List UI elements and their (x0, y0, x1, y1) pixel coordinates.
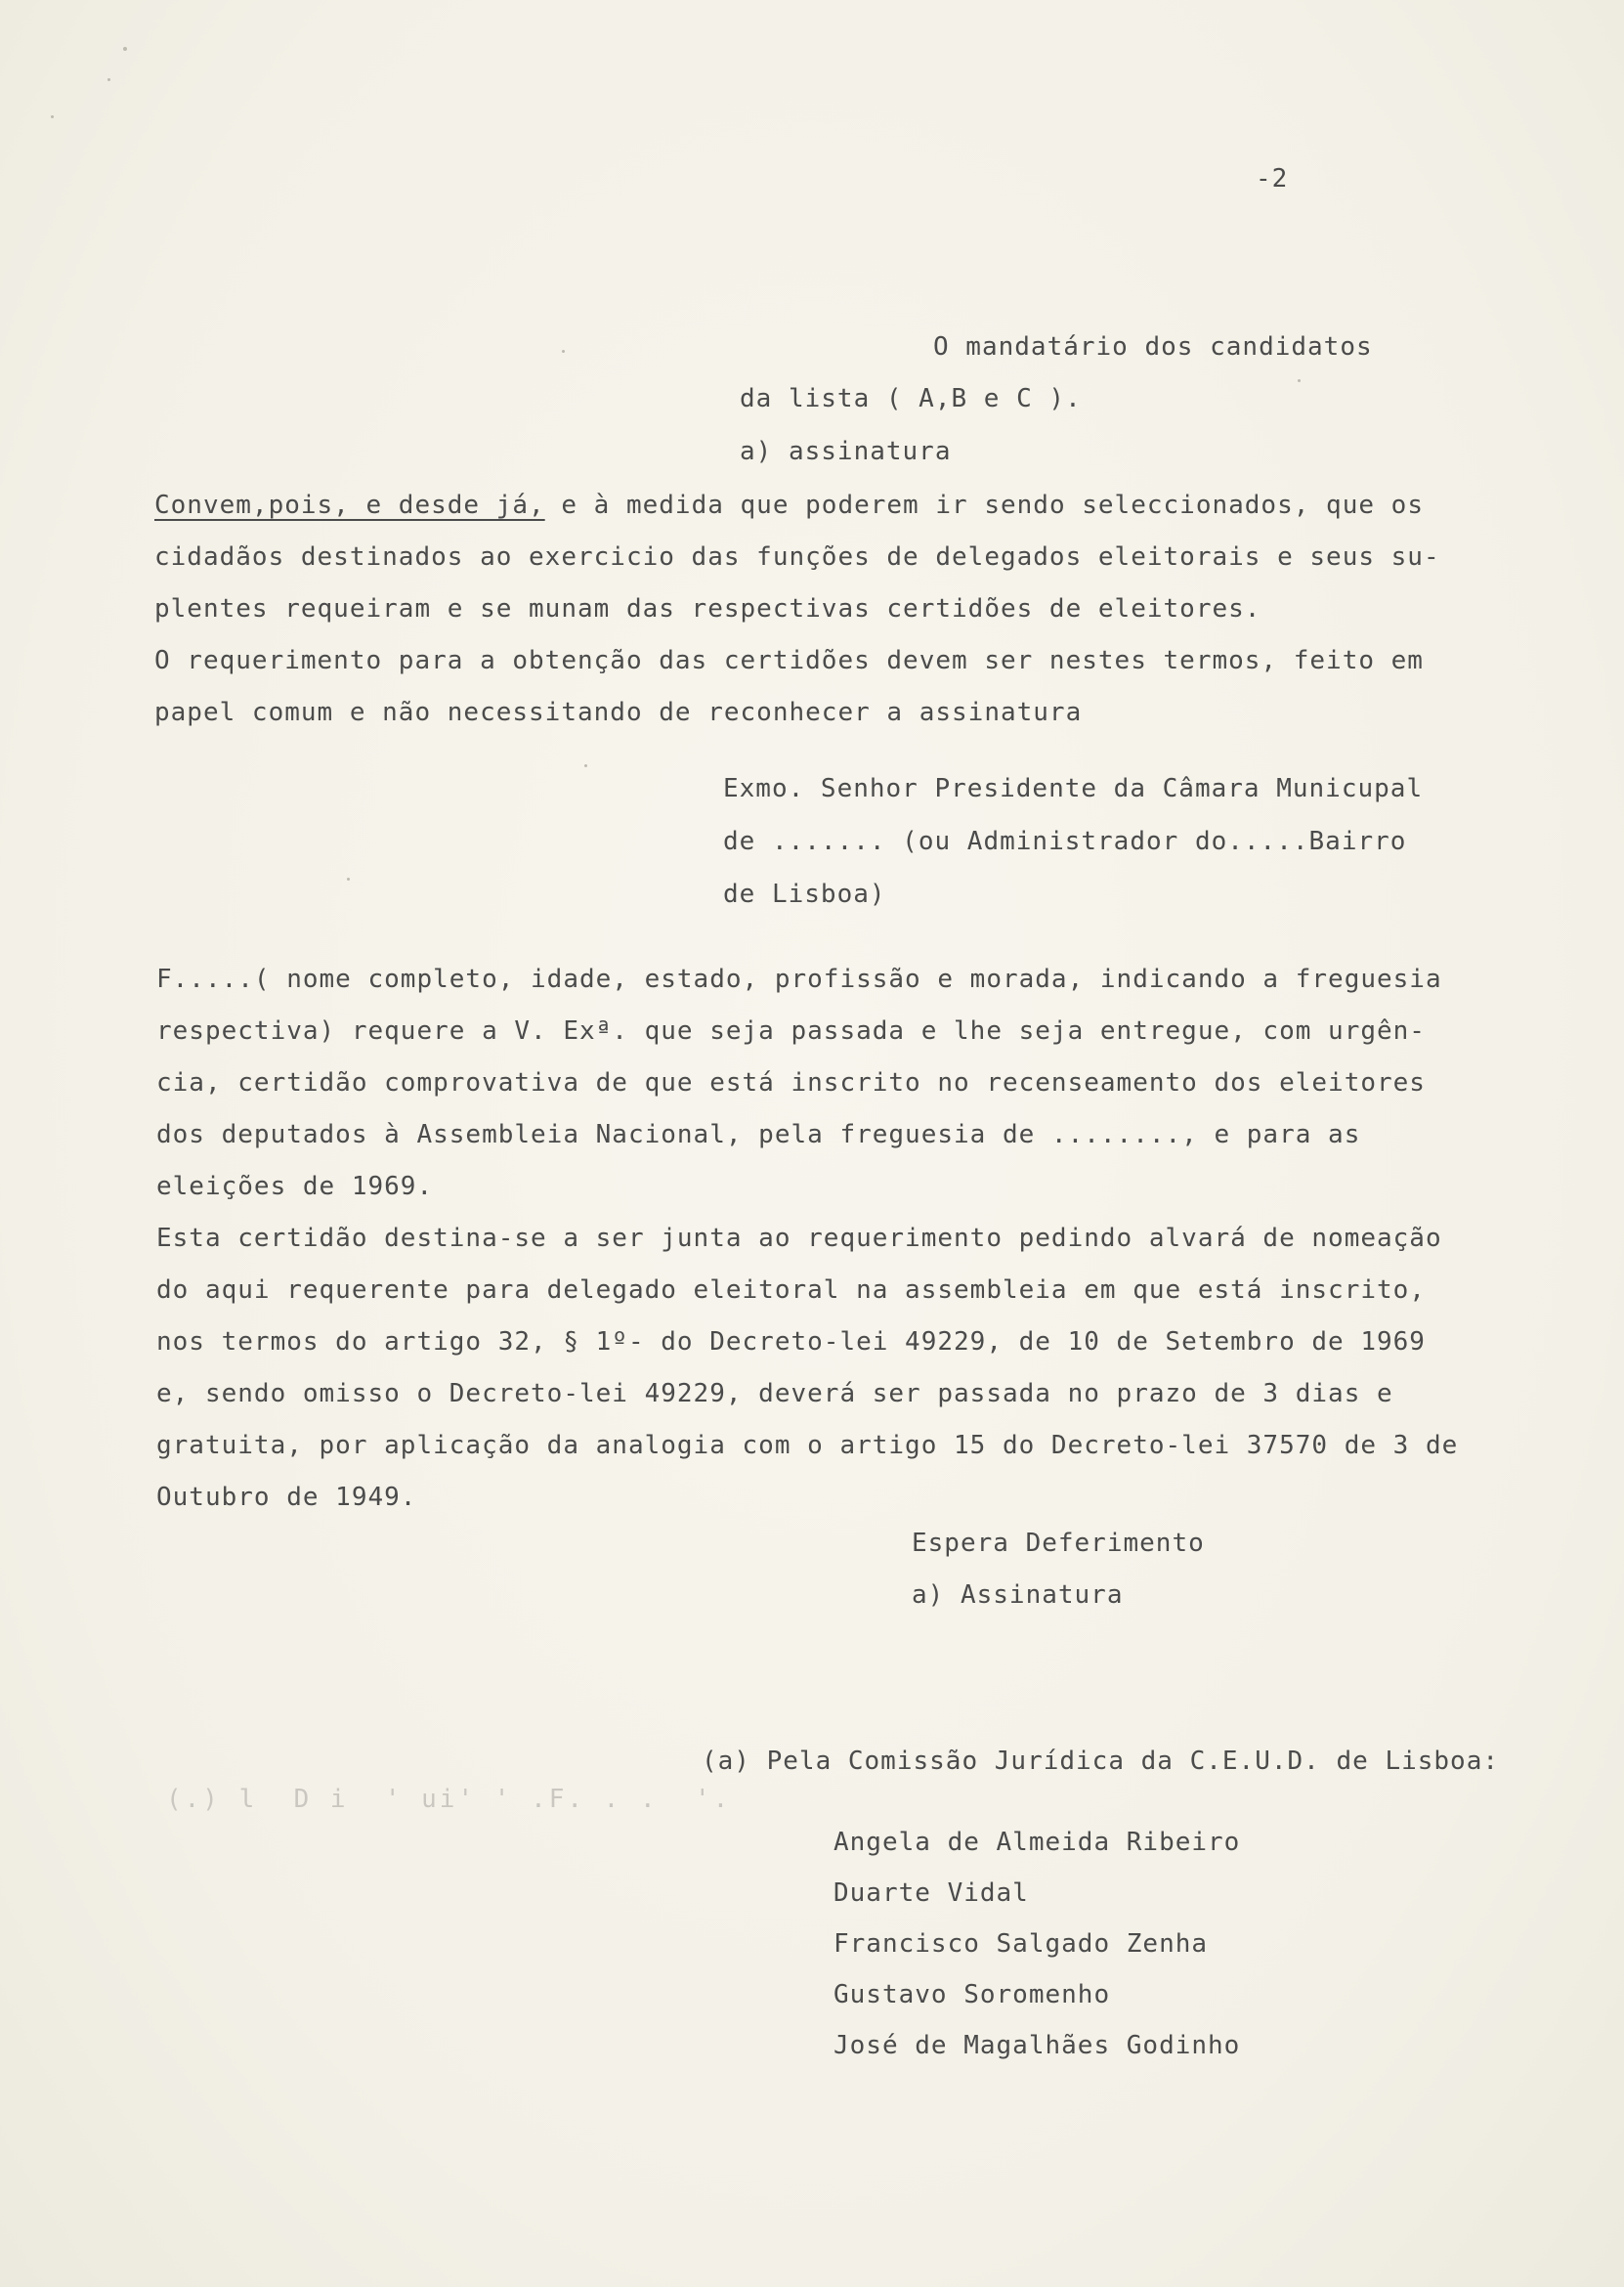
page-number: -2 (1256, 164, 1289, 194)
intro-emphasis: Convem,pois, e desde já, (154, 491, 545, 520)
signature-line-1: O mandatário dos candidatos (933, 332, 1373, 362)
signature-line-2: da lista ( A,B e C ). (740, 384, 1082, 413)
paper-speck (562, 350, 565, 353)
intro-line-1 (154, 491, 1424, 520)
addressee-line-3: de Lisboa) (723, 880, 886, 909)
body-line-10: gratuita, por aplicação da analogia com o artigo 15 do Decreto-lei 37570 de 3 de (156, 1431, 1459, 1460)
commission-member: Duarte Vidal (833, 1878, 1029, 1908)
body-line-7: do aqui requerente para delegado eleitoral na assembleia em que está inscrito, (156, 1275, 1426, 1305)
body-line-3: cia, certidão comprovativa de que está inscrito no recenseamento dos eleitores (156, 1068, 1426, 1098)
paper-speck (51, 115, 54, 118)
intro-line-1-rest: e à medida que poderem ir sendo seleccionados, que os (544, 491, 1424, 520)
intro-line-5: papel comum e não necessitando de reconhecer a assinatura (154, 698, 1083, 727)
body-line-5: eleições de 1969. (156, 1172, 434, 1201)
body-line-2: respectiva) requere a V. Exª. que seja passada e lhe seja entregue, com urgên- (156, 1016, 1426, 1046)
intro-line-2: cidadãos destinados ao exercicio das funções de delegados eleitorais e seus su- (154, 542, 1440, 572)
body-line-8: nos termos do artigo 32, § 1º- do Decreto-lei 49229, de 10 de Setembro de 1969 (156, 1327, 1426, 1357)
signature-line-3: a) assinatura (740, 437, 952, 466)
commission-member: Francisco Salgado Zenha (833, 1929, 1209, 1959)
paper-speck (347, 878, 350, 881)
body-line-6: Esta certidão destina-se a ser junta ao requerimento pedindo alvará de nomeação (156, 1224, 1442, 1253)
paper-speck (107, 78, 110, 81)
body-line-1: F.....( nome completo, idade, estado, profissão e morada, indicando a freguesia (156, 965, 1442, 994)
commission-offset-text: (.) l D i ' ui' ' .F. . . '. (166, 1785, 732, 1814)
commission-member: Gustavo Soromenho (833, 1980, 1111, 2009)
paper-speck (1298, 379, 1301, 382)
intro-line-3: plentes requeiram e se munam das respectivas certidões de eleitores. (154, 594, 1261, 624)
closing-line-2: a) Assinatura (912, 1580, 1124, 1610)
addressee-line-1: Exmo. Senhor Presidente da Câmara Municupal (723, 774, 1424, 803)
paper-speck (123, 47, 127, 51)
body-line-9: e, sendo omisso o Decreto-lei 49229, deverá ser passada no prazo de 3 dias e (156, 1379, 1393, 1408)
paper-speck (584, 764, 587, 767)
commission-heading: (a) Pela Comissão Jurídica da C.E.U.D. de Lisboa: (702, 1747, 1500, 1776)
intro-line-4: O requerimento para a obtenção das certidões devem ser nestes termos, feito em (154, 646, 1424, 675)
commission-member: Angela de Almeida Ribeiro (833, 1828, 1241, 1857)
body-line-11: Outubro de 1949. (156, 1483, 417, 1512)
closing-line-1: Espera Deferimento (912, 1529, 1205, 1558)
body-line-4: dos deputados à Assembleia Nacional, pela freguesia de ........, e para as (156, 1120, 1361, 1149)
commission-member: José de Magalhães Godinho (833, 2031, 1241, 2060)
addressee-line-2: de ....... (ou Administrador do.....Bairro (723, 827, 1407, 856)
